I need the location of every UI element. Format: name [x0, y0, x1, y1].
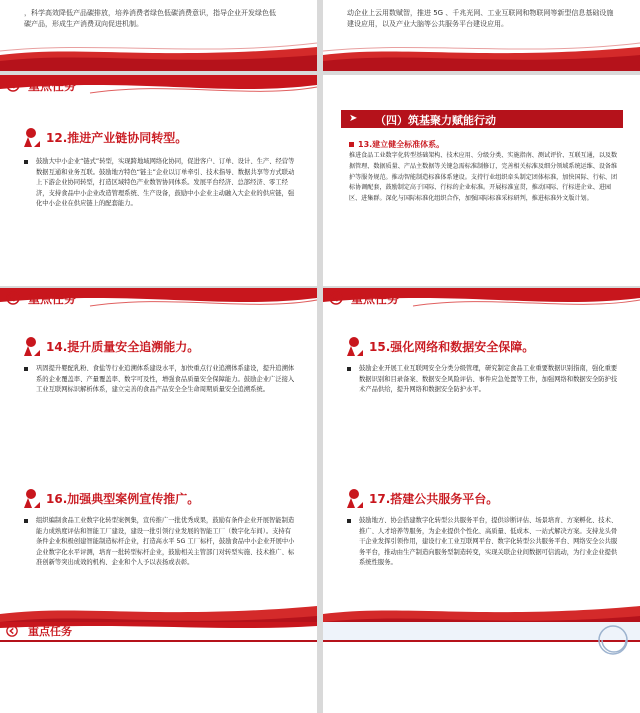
- paragraph-text: 推进食品工业数字化转型基础架构、技术应用、分级分类、实施指南、测试评价、互联互通，以及数据管理、数据质量、产品主数据等关键急需标准制修订，完善相关标准及细分领域系统运维、设备维护等服务规范。推动智能制造标准体系建设。支持行业组织牵头制定团体标准，加快国际、行标、团标协调配套，鼓励制定高于国际、行标的企业标准。开展标准宣贯，推动国际、行标进企业、进园区、进集群。深化与国际标准化组织合作，加强国际标准采标研判，推进标准外文版计划。: [349, 152, 618, 203]
- slide-thumbnail[interactable]: [0, 0, 317, 71]
- paragraph-text: 鼓励企业开展工业互联网安全分类分级管理，研究制定食品工业重要数据识别指南，强化重要数据识别和目录备案、数据安全风险评估、事件应急处置等工作，加强网络和数据安全防护技术产品供给，提升网络和数据安全防护水平。: [359, 365, 618, 393]
- bullet-icon: [24, 519, 28, 523]
- banner-title: 重点任务: [351, 292, 400, 306]
- bullet-icon: [24, 367, 28, 371]
- slide-thumbnail[interactable]: [323, 75, 640, 286]
- body-paragraph: [24, 516, 296, 569]
- bullet-icon: [347, 519, 351, 523]
- sub-heading-text: 13.建立健全标准体系。: [358, 140, 445, 149]
- party-emblem-icon: [22, 336, 42, 358]
- chevron-circle-icon: [6, 625, 18, 637]
- heading-text: 16.加强典型案例宣传推广。: [46, 492, 200, 506]
- light-blue-banner: [323, 622, 640, 640]
- body-paragraph: [347, 364, 619, 396]
- heading-text: 17.搭建公共服务平台。: [369, 492, 499, 506]
- paragraph-text: 巩固提升婴配乳粉、食盐等行业追溯体系建设水平，加快重点行业追溯体系建设，提升追溯体系的企业覆盖率、产量覆盖率、数字可及性，增强食品质量安全保障能力。鼓励企业广泛接入工业互联网标识解析体系，建立完善的食品产品安全全生命周期质量安全追溯系统。: [36, 365, 295, 393]
- bullet-icon: [347, 367, 351, 371]
- body-paragraph: [347, 516, 619, 569]
- sub-heading: [349, 139, 444, 150]
- slide-thumbnail[interactable]: [0, 420, 317, 638]
- heading-text: 12.推进产业链协同转型。: [46, 131, 188, 145]
- square-bullet-icon: [349, 142, 354, 147]
- party-emblem-icon: [345, 488, 365, 510]
- text-line: 碳产品，形成生产消费双向促进机制。: [24, 20, 143, 28]
- section-bar: [341, 110, 623, 128]
- party-emblem-icon: [22, 127, 42, 149]
- paragraph-text: 鼓励大中小企业“链式”转型，实现跨地域网络化协同，促进客户、订单、设计、生产、经营等数据互通和业务互联。鼓励地方特色“链主”企业以订单牵引、技术指导、数据共享等方式联动上下游企业协同转型，打造区域特色产业数智协同体系。发展平台经济、总部经济、零工经济，支持食品中小企业改造管理系统、生产设备，鼓励中小企业主动融入大企业的供应链，强化中小企业在供应链上的配套能力。: [36, 158, 295, 207]
- chevron-circle-icon: [6, 78, 20, 92]
- play-arrow-icon: ➤: [349, 113, 358, 124]
- text-line: ，科学高效降低产品碳排放，培养消费者绿色低碳消费意识，指导企业开发绿色低: [24, 9, 276, 17]
- slide-thumbnail[interactable]: [323, 0, 640, 71]
- banner-title: 重点任务: [28, 625, 72, 638]
- heading-text: 14.提升质量安全追溯能力。: [46, 340, 200, 354]
- slide-thumbnail[interactable]: [0, 622, 317, 640]
- banner-title: 重点任务: [28, 79, 77, 93]
- body-paragraph: [24, 364, 296, 396]
- text-line: 动企业上云用数赋智，推进 5G 、千兆光网、工业互联网和物联网等新型信息基础设施: [347, 9, 614, 17]
- text-line: 建设应用，以及产业大脑等公共服务平台建设应用。: [347, 20, 508, 28]
- party-emblem-icon: [22, 488, 42, 510]
- chevron-circle-icon: [329, 291, 343, 305]
- red-wave-decoration: [323, 27, 640, 71]
- slide-thumbnail[interactable]: [323, 420, 640, 638]
- slide-thumbnail[interactable]: [323, 622, 640, 640]
- red-wave-decoration: [0, 27, 317, 71]
- slide-thumbnail[interactable]: [0, 75, 317, 286]
- bullet-icon: [24, 160, 28, 164]
- section-title: （四）筑基聚力赋能行动: [375, 114, 496, 127]
- body-paragraph: [24, 157, 296, 210]
- paragraph-text: 组织编制食品工业数字化转型案例集，宣传推广一批优秀成果，鼓励有条件企业开展智能制造能力成熟度评估和智能工厂建设，建设一批引领行业发展的智能工厂（数字化车间）。支持有条件企业积极创建智能制造标杆企业，打造高水平 5G 工厂标杆，鼓励食品中小企业开展中小企业数字化水平评测，培育一批转型标杆企业，鼓励相关主管部门对转型实施、技术推广、标准创新等突出成效的机构、企业和个人予以表扬或表彰。: [36, 517, 295, 566]
- heading-text: 15.强化网络和数据安全保障。: [369, 340, 535, 354]
- chevron-circle-icon: [6, 291, 20, 305]
- party-emblem-icon: [345, 336, 365, 358]
- paragraph-text: 鼓励地方、协会搭建数字化转型公共服务平台，提供诊断评估、场景培育、方案孵化、技术、推广、人才培养等服务，为企业提供个性化、高质量、低成本、一站式解决方案。支持龙头骨干企业发挥引领作用，建设行业工业互联网平台、数字化转型公共服务平台、网络安全公共服务平台，推动由生产制造向服务型制造转变，实现关联企业间数据可信流动，为行业企业提供系统性服务。: [359, 517, 618, 566]
- banner-title: 重点任务: [28, 292, 77, 306]
